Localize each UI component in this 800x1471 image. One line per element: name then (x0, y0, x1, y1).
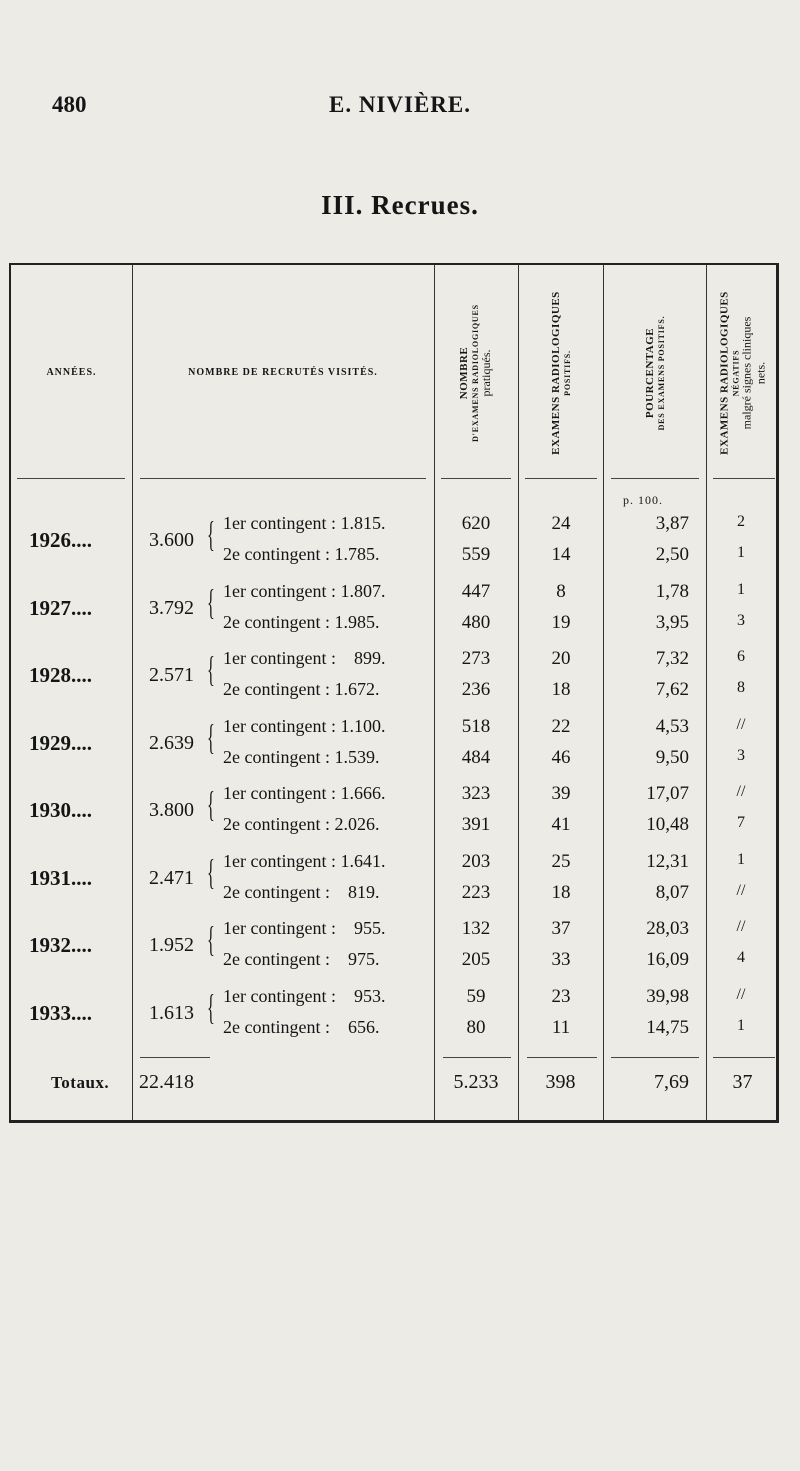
examens-1: 273 (461, 648, 491, 669)
examens-1: 203 (461, 850, 491, 872)
section-title: III. Recrues. (321, 190, 479, 220)
percent-unit-label: p. 100. (623, 493, 663, 507)
contingent-2: 2e contingent : 656. (223, 1016, 380, 1037)
positifs-2: 11 (551, 1016, 571, 1038)
recruits-total: 2.471 (149, 866, 194, 889)
positifs-1: 22 (551, 715, 571, 737)
examens-2: 559 (461, 544, 491, 565)
contingent-2: 2e contingent : 819. (223, 881, 380, 902)
contingent-2: 2e contingent : 1.985. (223, 611, 380, 632)
totals-rule (611, 1057, 699, 1058)
header-pourcentage: POURCENTAGE DES EXAMENS POSITIFS. (643, 315, 666, 431)
negatifs-1: // (736, 783, 746, 800)
header-annees: ANNÉES. (46, 367, 97, 378)
pourcentage-2: 2,50 (655, 544, 689, 565)
totals-rule (527, 1057, 597, 1058)
totals-rule (713, 1057, 775, 1058)
header-rule (611, 478, 699, 479)
pourcentage-2: 3,95 (655, 611, 689, 633)
negatifs-2: 7 (737, 814, 745, 831)
pourcentage-1: 1,78 (655, 580, 689, 602)
totals-recrutes: 22.418 (139, 1071, 194, 1093)
year-label: 1928.... (29, 663, 92, 687)
negatifs-1: // (736, 985, 746, 1003)
contingent-2: 2e contingent : 2.026. (223, 814, 380, 834)
contingent-1: 1er contingent : 899. (223, 648, 386, 668)
brace-glyph: { (207, 716, 215, 757)
year-label: 1926.... (29, 528, 92, 552)
negatifs-2: 1 (737, 544, 745, 561)
negatifs-1: // (736, 715, 746, 733)
examens-1: 620 (461, 513, 491, 534)
contingent-1: 1er contingent : 955. (223, 918, 386, 938)
positifs-1: 8 (556, 580, 566, 602)
contingent-1: 1er contingent : 953. (223, 985, 386, 1006)
positifs-2: 18 (551, 881, 571, 903)
negatifs-1: // (736, 918, 746, 935)
examens-1: 59 (466, 985, 486, 1007)
brace-glyph: { (207, 514, 215, 554)
contingent-1: 1er contingent : 1.100. (223, 715, 386, 736)
contingent-1: 1er contingent : 1.807. (223, 580, 386, 601)
pourcentage-1: 7,32 (655, 648, 689, 669)
recruits-total: 3.800 (149, 799, 194, 821)
header-rule (17, 478, 125, 479)
brace-glyph: { (207, 581, 215, 622)
pourcentage-2: 9,50 (655, 746, 689, 768)
header-nombre-recrutes: NOMBRE DE RECRUTÉS VISITÉS. (188, 367, 378, 378)
pourcentage-1: 12,31 (646, 850, 689, 872)
totals-pourcentage: 7,69 (654, 1071, 689, 1093)
pourcentage-1: 17,07 (646, 783, 689, 804)
positifs-2: 46 (551, 746, 571, 768)
pourcentage-2: 16,09 (646, 949, 689, 970)
header-rule (713, 478, 775, 479)
positifs-2: 19 (551, 611, 571, 633)
totals-positifs: 398 (545, 1071, 576, 1093)
positifs-1: 20 (551, 648, 571, 669)
negatifs-2: // (736, 881, 746, 899)
year-label: 1933.... (29, 1000, 92, 1025)
negatifs-2: 4 (737, 949, 745, 966)
negatifs-2: 3 (737, 611, 745, 629)
negatifs-1: 1 (737, 580, 745, 598)
header-examens-pratiques: NOMBRE D'EXAMENS RADIOLOGIQUES pratiqués. (458, 304, 494, 442)
totals-rule (140, 1057, 210, 1058)
contingent-2: 2e contingent : 1.785. (223, 544, 380, 564)
contingent-1: 1er contingent : 1.641. (223, 850, 386, 871)
examens-2: 236 (461, 679, 491, 700)
pourcentage-2: 8,07 (655, 881, 689, 903)
pourcentage-2: 14,75 (646, 1016, 689, 1038)
header-rule (140, 478, 426, 479)
negatifs-2: 1 (737, 1016, 745, 1034)
positifs-2: 33 (551, 949, 571, 970)
contingent-1: 1er contingent : 1.666. (223, 783, 386, 803)
year-label: 1929.... (29, 730, 92, 755)
year-label: 1931.... (29, 865, 92, 890)
year-label: 1930.... (29, 798, 92, 822)
negatifs-1: 1 (737, 850, 745, 868)
positifs-1: 23 (551, 985, 571, 1007)
negatifs-2: 8 (737, 679, 745, 696)
recruits-total: 1.952 (149, 934, 194, 956)
running-head: E. NIVIÈRE. (328, 92, 471, 117)
examens-1: 518 (461, 715, 491, 737)
positifs-2: 41 (551, 814, 571, 835)
examens-2: 391 (461, 814, 491, 835)
column-divider (132, 265, 133, 1120)
page-number: 480 (52, 92, 87, 117)
recruits-total: 2.639 (149, 731, 194, 754)
brace-glyph: { (207, 851, 215, 892)
totals-label: Totaux. (51, 1073, 110, 1092)
positifs-1: 25 (551, 850, 571, 872)
recruits-table (9, 263, 779, 1123)
examens-1: 323 (461, 783, 491, 804)
pourcentage-1: 3,87 (655, 513, 689, 534)
brace-glyph: { (207, 649, 215, 689)
totals-negatifs: 37 (732, 1071, 753, 1093)
header-rule (441, 478, 511, 479)
examens-2: 205 (461, 949, 491, 970)
pourcentage-1: 4,53 (655, 715, 689, 737)
examens-2: 484 (461, 746, 491, 768)
negatifs-1: 6 (737, 648, 745, 665)
brace-glyph: { (207, 986, 215, 1027)
pourcentage-1: 39,98 (646, 985, 689, 1007)
header-examens-negatifs: EXAMENS RADIOLOGIQUES NÉGATIFS malgré signes cliniques nets. (717, 291, 767, 455)
examens-1: 132 (461, 918, 491, 939)
contingent-2: 2e contingent : 1.539. (223, 746, 380, 767)
contingent-2: 2e contingent : 1.672. (223, 679, 380, 699)
totals-examens: 5.233 (453, 1071, 499, 1093)
positifs-1: 39 (551, 783, 571, 804)
examens-2: 223 (461, 881, 491, 903)
examens-1: 447 (461, 580, 491, 602)
negatifs-1: 2 (737, 513, 745, 530)
year-label: 1927.... (29, 595, 92, 620)
examens-2: 80 (466, 1016, 486, 1038)
recruits-total: 3.600 (149, 529, 194, 551)
examens-2: 480 (461, 611, 491, 633)
contingent-2: 2e contingent : 975. (223, 949, 380, 969)
brace-glyph: { (207, 919, 215, 959)
recruits-total: 3.792 (149, 596, 194, 619)
recruits-total: 1.613 (149, 1001, 194, 1024)
pourcentage-2: 7,62 (655, 679, 689, 700)
positifs-2: 18 (551, 679, 571, 700)
positifs-2: 14 (551, 544, 571, 565)
header-rule (525, 478, 597, 479)
recruits-total: 2.571 (149, 664, 194, 686)
positifs-1: 24 (551, 513, 571, 534)
pourcentage-1: 28,03 (646, 918, 689, 939)
pourcentage-2: 10,48 (646, 814, 689, 835)
year-label: 1932.... (29, 933, 92, 957)
contingent-1: 1er contingent : 1.815. (223, 513, 386, 533)
totals-rule (443, 1057, 511, 1058)
negatifs-2: 3 (737, 746, 745, 764)
positifs-1: 37 (551, 918, 571, 939)
header-examens-positifs: EXAMENS RADIOLOGIQUES POSITIFS. (549, 291, 572, 455)
brace-glyph: { (207, 784, 215, 824)
